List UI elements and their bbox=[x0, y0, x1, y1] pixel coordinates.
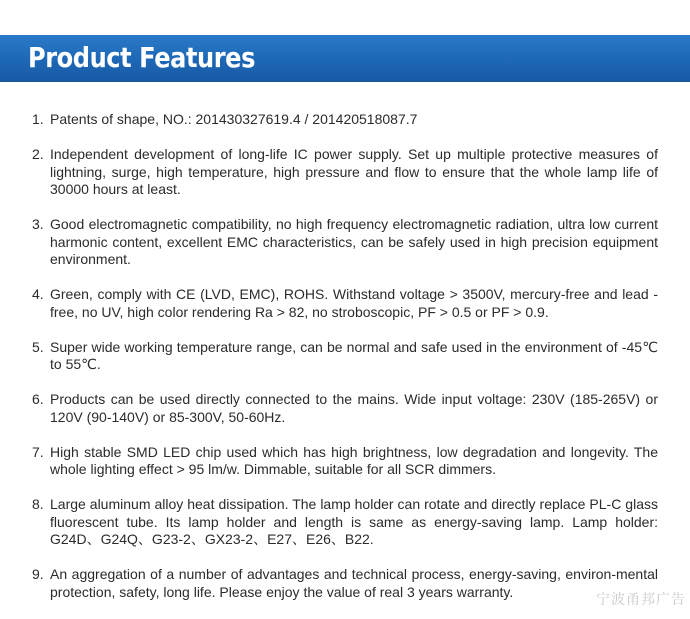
section-header-banner bbox=[0, 35, 690, 82]
feature-number: 1. bbox=[32, 111, 44, 127]
feature-item-4 bbox=[32, 286, 658, 321]
feature-item-9 bbox=[32, 566, 658, 601]
feature-item-8 bbox=[32, 496, 658, 549]
feature-text: Good electromagnetic compatibility, no high frequency electromagnetic radiation, ultra low current harmonic content, excellent EMC characteristics, can be safely used in high precision equipment environment. bbox=[50, 216, 658, 267]
feature-text: An aggregation of a number of advantages and technical process, energy-saving, environ-mental protection, safety, long life. Please enjoy the value of real 3 years warranty. bbox=[50, 566, 658, 600]
feature-text: Large aluminum alloy heat dissipation. The lamp holder can rotate and directly replace PL-C glass fluorescent tube. Its lamp holder and length is same as energy-saving lamp. Lamp holder: G24D、G24Q、G23-2、GX23-2、E27、E26、B22. bbox=[50, 496, 658, 547]
feature-item-6 bbox=[32, 391, 658, 426]
watermark: 宁波甬邦广告 bbox=[596, 592, 686, 608]
feature-text: Super wide working temperature range, can be normal and safe used in the environment of -45℃ to 55℃. bbox=[50, 338, 658, 372]
feature-text: Patents of shape, NO.: 201430327619.4 / 201420518087.7 bbox=[50, 111, 418, 127]
feature-number: 6. bbox=[32, 391, 44, 407]
feature-number: 2. bbox=[32, 146, 44, 162]
feature-number: 3. bbox=[32, 216, 44, 232]
feature-item-7 bbox=[32, 444, 658, 479]
feature-text: Products can be used directly connected to the mains. Wide input voltage: 230V (185-265V) or 120V (90-140V) or 85-300V, 50-60Hz. bbox=[50, 391, 658, 425]
feature-number: 4. bbox=[32, 286, 44, 302]
feature-item-2 bbox=[32, 146, 658, 199]
feature-text: Independent development of long-life IC power supply. Set up multiple protective measures of lightning, surge, high temperature, high pressure and flow to ensure that the whole lamp life of 30000 hours at least. bbox=[50, 146, 658, 197]
feature-item-5 bbox=[32, 339, 658, 374]
feature-number: 5. bbox=[32, 338, 44, 355]
feature-text: Green, comply with CE (LVD, EMC), ROHS. Withstand voltage > 3500V, mercury-free and lead -free, no UV, high color rendering Ra > 82, no stroboscopic, PF > 0.5 or PF > 0.9. bbox=[50, 286, 658, 320]
feature-item-1 bbox=[32, 111, 658, 129]
feature-number: 7. bbox=[32, 443, 44, 460]
feature-number: 8. bbox=[32, 496, 44, 512]
feature-item-3 bbox=[32, 216, 658, 269]
feature-number: 9. bbox=[32, 566, 44, 582]
feature-list bbox=[32, 111, 658, 619]
feature-text: High stable SMD LED chip used which has high brightness, low degradation and longevity. The whole lighting effect > 95 lm/w. Dimmable, suitable for all SCR dimmers. bbox=[50, 443, 658, 477]
section-title: Product Features bbox=[28, 41, 255, 74]
